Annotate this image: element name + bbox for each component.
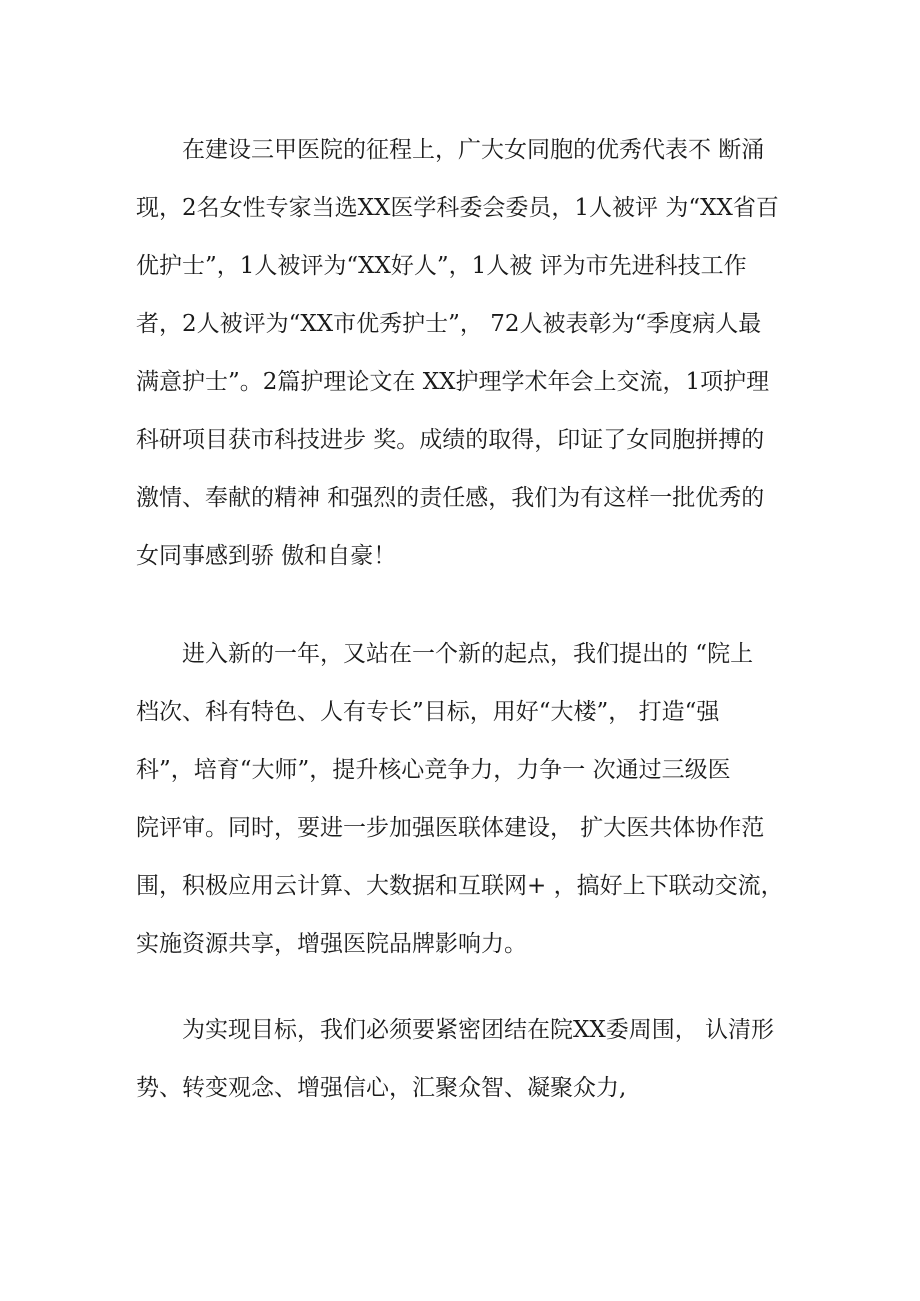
text-line: 现，2名女性专家当选XX医学科委会委员，1人被评 为“XX省百 — [136, 195, 779, 221]
text-line: 在建设三甲医院的征程上，广大女同胞的优秀代表不 断涌 — [182, 137, 765, 163]
text-line: 科”，培育“大师”，提升核心竞争力，力争一 次通过三级医 — [136, 757, 731, 783]
text-line: 院评审。同时，要进一步加强医联体建设， 扩大医共体协作范 — [136, 815, 765, 841]
text-line: 满意护士”。2篇护理论文在 XX护理学术年会上交流，1项护理 — [136, 369, 770, 395]
text-line: 者，2人被评为“XX市优秀护士”， 72人被表彰为“季度病人最 — [136, 311, 762, 337]
text-line: 女同事感到骄 傲和自豪！ — [136, 543, 397, 569]
text-line: 为实现目标，我们必须要紧密团结在院XX委周围， 认清形 — [182, 1017, 775, 1043]
text-line: 进入新的一年，又站在一个新的起点，我们提出的 “院上 — [182, 641, 754, 667]
text-line: 优护士”，1人被评为“XX好人”，1人被 评为市先进科技工作 — [136, 253, 747, 279]
text-line: 势、转变观念、增强信心，汇聚众智、凝聚众力, — [136, 1075, 627, 1101]
text-line: 档次、科有特色、人有专长”目标，用好“大楼”， 打造“强 — [136, 699, 720, 725]
text-line: 实施资源共享，增强医院品牌影响力。 — [136, 931, 527, 957]
text-line: 围，积极应用云计算、大数据和互联网+ ，搞好上下联动交流， — [136, 873, 784, 899]
text-line: 激情、奉献的精神 和强烈的责任感，我们为有这样一批优秀的 — [136, 485, 765, 511]
text-line: 科研项目获市科技进步 奖。成绩的取得，印证了女同胞拼搏的 — [136, 427, 765, 453]
